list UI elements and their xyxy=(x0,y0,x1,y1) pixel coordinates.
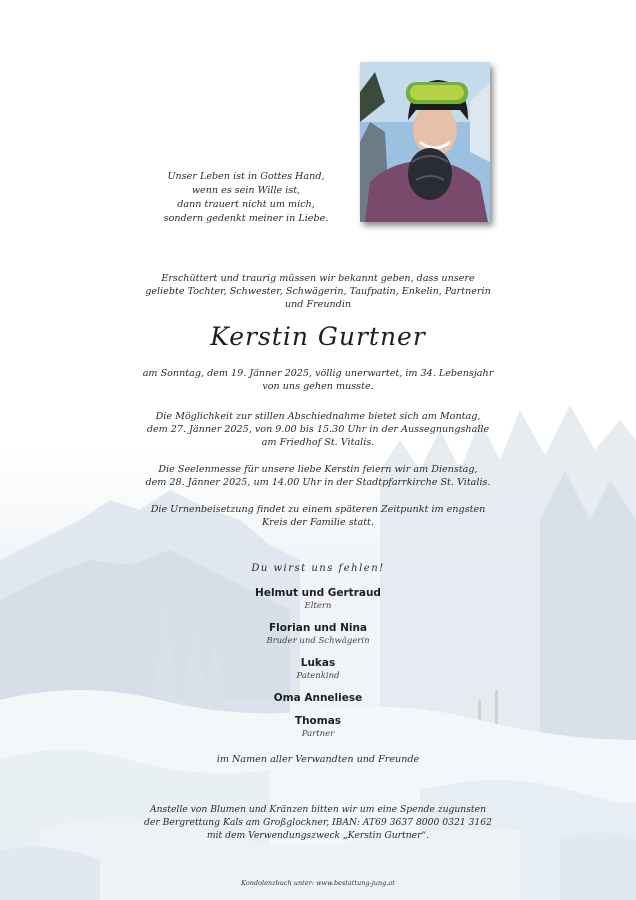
mourner-role: Patenkind xyxy=(296,671,340,681)
death-notice xyxy=(0,367,636,393)
mourner-name: Helmut und Gertraud xyxy=(255,587,381,599)
donation-line: der Bergrettung Kals am Großglockner, IBAN: AT69 3637 8000 0321 3162 xyxy=(144,817,492,828)
poem-line: dann trauert nicht um mich, xyxy=(177,199,315,210)
urn-line: Kreis der Familie statt. xyxy=(262,517,374,528)
urn-line: Die Urnenbeisetzung findet zu einem späteren Zeitpunkt im engsten xyxy=(150,504,486,515)
mourner-name: Oma Anneliese xyxy=(273,692,363,704)
farewell-line: dem 27. Jänner 2025, von 9.00 bis 15.30 Uhr in der Aussegnungshalle xyxy=(146,424,490,435)
poem xyxy=(120,170,372,226)
mass-line: dem 28. Jänner 2025, um 14.00 Uhr in der Stadtpfarrkirche St. Vitalis. xyxy=(145,477,491,488)
farewell-line: Die Möglichkeit zur stillen Abschiednahme bietet sich am Montag, xyxy=(155,411,481,422)
intro-text xyxy=(0,272,636,311)
portrait-photo xyxy=(360,62,490,222)
farewell-info xyxy=(0,410,636,449)
mass-info xyxy=(0,463,636,489)
mourner-name: Florian und Nina xyxy=(268,622,368,634)
miss-you-heading: Du wirst uns fehlen! xyxy=(251,563,385,574)
urn-info xyxy=(0,503,636,529)
farewell-line: am Friedhof St. Vitalis. xyxy=(261,437,375,448)
deceased-name: Kerstin Gurtner xyxy=(210,322,426,351)
relatives-line: im Namen aller Verwandten und Freunde xyxy=(216,754,420,765)
mourner-name: Thomas xyxy=(294,715,342,727)
mourner-role: Eltern xyxy=(304,601,332,611)
death-line: von uns gehen musste. xyxy=(262,381,374,392)
poem-line: Unser Leben ist in Gottes Hand, xyxy=(167,171,325,182)
donation-line: Anstelle von Blumen und Kränzen bitten wir um eine Spende zugunsten xyxy=(150,804,486,815)
mass-line: Die Seelenmesse für unsere liebe Kerstin feiern wir am Dienstag, xyxy=(158,464,478,475)
donation-note xyxy=(0,803,636,842)
poem-line: sondern gedenkt meiner in Liebe. xyxy=(163,213,329,224)
mourner-role: Bruder und Schwägerin xyxy=(266,636,370,646)
intro-line: geliebte Tochter, Schwester, Schwägerin, Taufpatin, Enkelin, Partnerin xyxy=(145,286,491,297)
intro-line: und Freundin xyxy=(284,299,352,310)
intro-line: Erschüttert und traurig müssen wir bekannt geben, dass unsere xyxy=(161,273,475,284)
death-line: am Sonntag, dem 19. Jänner 2025, völlig unerwartet, im 34. Lebensjahr xyxy=(142,368,494,379)
mourner-name: Lukas xyxy=(300,657,336,669)
poem-line: wenn es sein Wille ist, xyxy=(191,185,301,196)
condolence-book-link[interactable]: Kondolenzbuch unter: www.bestattung-jung.at xyxy=(241,879,395,887)
mourner-role: Partner xyxy=(301,729,335,739)
donation-line: mit dem Verwendungszweck „Kerstin Gurtner“. xyxy=(206,830,430,841)
